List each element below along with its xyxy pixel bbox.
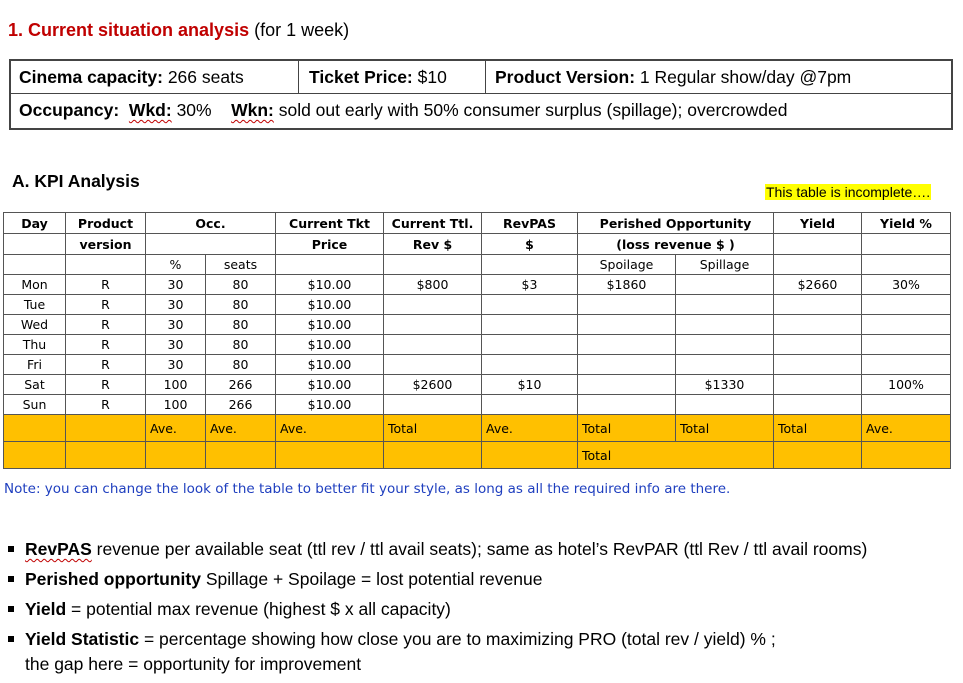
cell-yield [774, 355, 862, 375]
cell-price: $10.00 [276, 315, 384, 335]
summary-seats: Ave. [206, 415, 276, 442]
cell-price: $10.00 [276, 355, 384, 375]
cell-spill: $1330 [676, 375, 774, 395]
cell-rev [384, 355, 482, 375]
bullet-perished [8, 564, 867, 594]
cell-ver: R [66, 395, 146, 415]
capacity-value: 266 seats [167, 67, 244, 87]
bullet-yield [8, 594, 867, 624]
term-yield: Yield [25, 599, 67, 619]
kpi-table [3, 212, 951, 469]
header-revpas: RevPAS [482, 213, 578, 234]
cell-yieldpct [862, 395, 951, 415]
table-row [4, 275, 951, 295]
cell-ver: R [66, 335, 146, 355]
cell-pct: 30 [146, 295, 206, 315]
version-value: 1 Regular show/day @7pm [639, 67, 852, 87]
cell-pct: 30 [146, 275, 206, 295]
cell-spoil [578, 315, 676, 335]
cell-spill [676, 275, 774, 295]
price-value: $10 [417, 67, 447, 87]
header-price: Price [276, 234, 384, 255]
summary-yield: Total [774, 415, 862, 442]
table-body [4, 275, 951, 415]
summary-price: Ave. [276, 415, 384, 442]
cell-revpas [482, 295, 578, 315]
cell-pct: 100 [146, 375, 206, 395]
cell-day: Fri [4, 355, 66, 375]
bullet-revpas [8, 534, 867, 564]
wkn-label: Wkn: [231, 100, 274, 120]
cell-rev [384, 295, 482, 315]
wkn-value: sold out early with 50% consumer surplus (spillage); overcrowded [278, 100, 788, 120]
cell-revpas: $3 [482, 275, 578, 295]
section-title: Current situation analysis [28, 20, 250, 40]
section-heading [8, 20, 349, 41]
cell-spoil: $1860 [578, 275, 676, 295]
cell-spill [676, 395, 774, 415]
header-perished: Perished Opportunity [578, 213, 774, 234]
header-occ: Occ. [146, 213, 276, 234]
desc-yield-stat: = percentage showing how close you are to maximizing PRO (total rev / yield) % ; [139, 629, 776, 649]
cell-rev [384, 395, 482, 415]
cell-yieldpct [862, 295, 951, 315]
desc-yield: = potential max revenue (highest $ x all capacity) [66, 599, 451, 619]
cell-pct: 30 [146, 315, 206, 335]
info-row-top [11, 61, 951, 94]
cell-day: Wed [4, 315, 66, 335]
cell-day: Thu [4, 335, 66, 355]
cell-yieldpct: 100% [862, 375, 951, 395]
summary-pct: Ave. [146, 415, 206, 442]
occupancy-label: Occupancy: [19, 100, 120, 120]
table-note: Note: you can change the look of the table to better fit your style, as long as all the required info are there. [4, 481, 731, 497]
table-row [4, 355, 951, 375]
cell-yieldpct [862, 355, 951, 375]
capacity-cell [19, 61, 244, 93]
cell-day: Tue [4, 295, 66, 315]
subheader-spoilage: Spoilage [578, 255, 676, 275]
bullet-yield-stat [8, 624, 867, 654]
cell-yield [774, 335, 862, 355]
cell-ver: R [66, 355, 146, 375]
subheader-seats: seats [206, 255, 276, 275]
cell-price: $10.00 [276, 275, 384, 295]
cell-revpas [482, 395, 578, 415]
cell-yieldpct [862, 335, 951, 355]
cell-rev [384, 315, 482, 335]
cell-ver: R [66, 315, 146, 335]
summary-row-2 [4, 442, 951, 469]
cell-day: Sun [4, 395, 66, 415]
header-day: Day [4, 213, 66, 234]
cell-spill [676, 335, 774, 355]
cell-yieldpct: 30% [862, 275, 951, 295]
cell-ver: R [66, 295, 146, 315]
cell-spill [676, 295, 774, 315]
cell-seats: 80 [206, 335, 276, 355]
section-number: 1. [8, 20, 24, 40]
summary-rev: Total [384, 415, 482, 442]
cell-spill [676, 315, 774, 335]
table-row [4, 395, 951, 415]
cell-ver: R [66, 275, 146, 295]
cell-pct: 30 [146, 355, 206, 375]
term-revpas: RevPAS [25, 539, 92, 559]
cell-ver: R [66, 375, 146, 395]
info-box [9, 59, 953, 130]
cell-price: $10.00 [276, 375, 384, 395]
capacity-label: Cinema capacity: [19, 67, 163, 87]
cell-spoil [578, 295, 676, 315]
cell-yield: $2660 [774, 275, 862, 295]
cell-seats: 80 [206, 275, 276, 295]
cell-seats: 80 [206, 315, 276, 335]
cell-rev [384, 335, 482, 355]
cell-revpas [482, 315, 578, 335]
cell-spoil [578, 375, 676, 395]
summary-revpas: Ave. [482, 415, 578, 442]
definitions-list [8, 534, 867, 674]
table-row [4, 295, 951, 315]
wkd-value: 30% [176, 100, 212, 120]
cell-pct: 30 [146, 335, 206, 355]
cell-yield [774, 315, 862, 335]
occupancy-row [19, 95, 787, 125]
price-cell [309, 61, 447, 93]
kpi-heading: A. KPI Analysis [12, 171, 140, 191]
summary-row-1 [4, 415, 951, 442]
version-label: Product Version: [495, 67, 636, 87]
summary-perished-total: Total [578, 442, 774, 469]
summary-spill: Total [676, 415, 774, 442]
header-rev: Current Ttl. [384, 213, 482, 234]
table-row [4, 375, 951, 395]
subheader-row [4, 255, 951, 275]
header-tkt: Current Tkt [276, 213, 384, 234]
term-perished: Perished opportunity [25, 569, 201, 589]
version-cell [495, 61, 851, 93]
table-row [4, 315, 951, 335]
cell-seats: 266 [206, 375, 276, 395]
header-version: version [66, 234, 146, 255]
subheader-pct: % [146, 255, 206, 275]
term-yield-stat: Yield Statistic [25, 629, 140, 649]
header-product: Product [66, 213, 146, 234]
desc-revpas: revenue per available seat (ttl rev / ttl avail seats); same as hotel’s RevPAR (ttl Rev / ttl avail rooms) [91, 539, 868, 559]
cell-price: $10.00 [276, 395, 384, 415]
subheader-spillage: Spillage [676, 255, 774, 275]
cell-price: $10.00 [276, 295, 384, 315]
table-row [4, 335, 951, 355]
cell-seats: 80 [206, 355, 276, 375]
cell-rev: $2600 [384, 375, 482, 395]
wkd-label: Wkd: [128, 100, 172, 120]
cell-revpas [482, 355, 578, 375]
summary-spoil: Total [578, 415, 676, 442]
cell-yield [774, 375, 862, 395]
header-perished-sub: (loss revenue $ ) [578, 234, 774, 255]
cell-yieldpct [862, 315, 951, 335]
header-rev-unit: Rev $ [384, 234, 482, 255]
cell-yield [774, 295, 862, 315]
cell-spoil [578, 355, 676, 375]
cell-day: Sat [4, 375, 66, 395]
cell-spoil [578, 335, 676, 355]
cell-revpas: $10 [482, 375, 578, 395]
cell-spill [676, 355, 774, 375]
cell-rev: $800 [384, 275, 482, 295]
desc-perished: Spillage + Spoilage = lost potential revenue [200, 569, 543, 589]
cell-seats: 266 [206, 395, 276, 415]
price-label: Ticket Price: [309, 67, 413, 87]
cell-seats: 80 [206, 295, 276, 315]
section-suffix: (for 1 week) [254, 20, 350, 40]
cell-yield [774, 395, 862, 415]
bullet-yield-stat-cont: the gap here = opportunity for improvement [25, 654, 362, 674]
cell-pct: 100 [146, 395, 206, 415]
header-row-2 [4, 234, 951, 255]
header-row-1 [4, 213, 951, 234]
cell-revpas [482, 335, 578, 355]
incomplete-note: This table is incomplete…. [766, 184, 931, 200]
cell-price: $10.00 [276, 335, 384, 355]
header-yield-pct: Yield % [862, 213, 951, 234]
header-yield: Yield [774, 213, 862, 234]
cell-spoil [578, 395, 676, 415]
summary-yield-pct: Ave. [862, 415, 951, 442]
header-revpas-unit: $ [482, 234, 578, 255]
cell-day: Mon [4, 275, 66, 295]
